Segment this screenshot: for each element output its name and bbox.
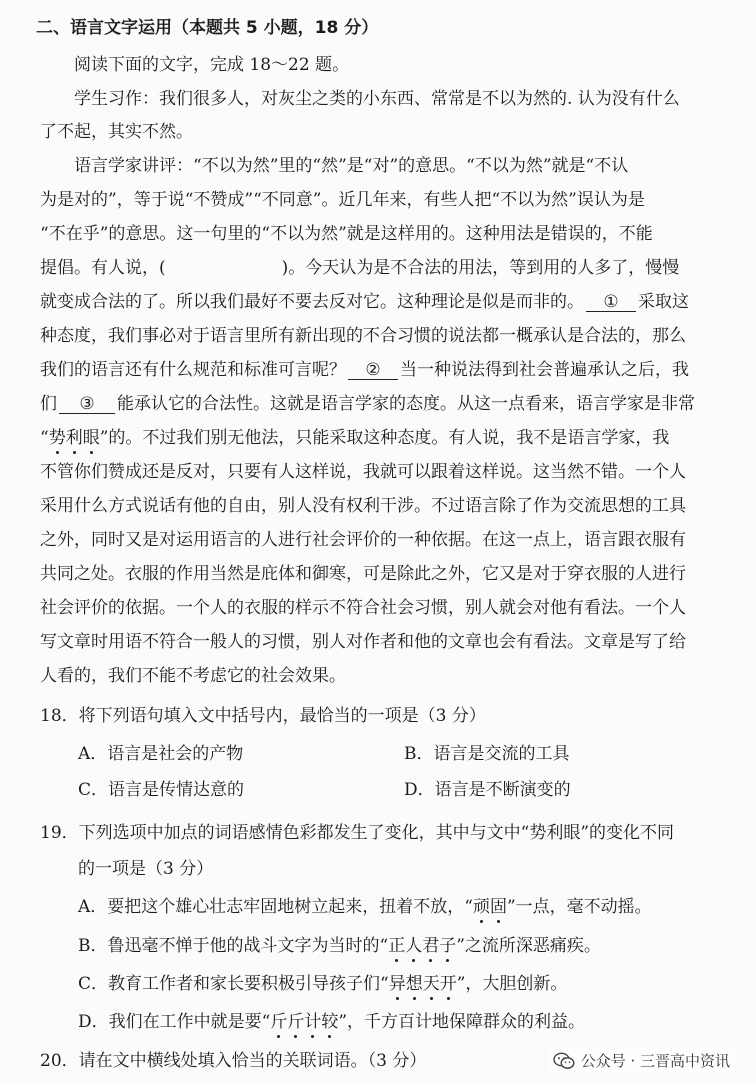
linguist-comment-line: 采用什么方式说话有他的自由，别人没有权利干涉。不过语言除了作为交流思想的工具 bbox=[40, 496, 686, 516]
linguist-comment-line: 之外，同时又是对运用语言的人进行社会评价的一种依据。在这一点上，语言跟衣服有 bbox=[40, 530, 686, 550]
watermark bbox=[549, 1048, 734, 1073]
dotted-word: 异想天开 bbox=[388, 974, 457, 994]
wechat-icon bbox=[553, 1052, 575, 1070]
q19-option-d: D．我们在工作中就是要“斤斤计较”，千方百计地保障群众的利益。 bbox=[78, 1012, 586, 1032]
question-19-stem: 的一项是（3 分） bbox=[78, 859, 214, 879]
q18-option-a: A．语言是社会的产物 bbox=[78, 744, 244, 764]
linguist-comment-line: 语言学家讲评：“不以为然”里的“然”是“对”的意思。“不以为然”就是“不认 bbox=[74, 156, 629, 176]
linguist-comment-line: 我们的语言还有什么规范和标准可言呢？ ② 当一种说法得到社会普遍承认之后，我 bbox=[40, 360, 689, 380]
watermark-text: 公众号 · 三晋高中资讯 bbox=[580, 1052, 730, 1070]
linguist-comment-line: 们 ③ 能承认它的合法性。这就是语言学家的态度。从这一点看来，语言学家是非常 bbox=[40, 394, 695, 414]
section-title: 二、语言文字运用 bbox=[36, 18, 172, 38]
linguist-comment-line: 写文章时用语不符合一般人的习惯，别人对作者和他的文章也会有看法。文章是写了给 bbox=[40, 632, 686, 652]
linguist-comment-line: 不管你们赞成还是反对，只要有人这样说，我就可以跟着这样说。这当然不错。一个人 bbox=[40, 462, 686, 482]
q19-option-a: A．要把这个雄心壮志牢固地树立起来，扭着不放，“顽固”一点，毫不动摇。 bbox=[78, 897, 652, 917]
linguist-comment-line: “不在乎”的意思。这一句里的“不以为然”就是这样用的。这种用法是错误的，不能 bbox=[40, 224, 653, 244]
dotted-word-shiliyan: 势利眼 bbox=[48, 428, 100, 448]
blank-2: ② bbox=[348, 361, 398, 380]
linguist-comment-line: 为是对的”，等于说“不赞成”“不同意”。近几年来，有些人把“不以为然”误认为是 bbox=[40, 190, 645, 210]
question-18-stem: 18．将下列语句填入文中括号内，最恰当的一项是（3 分） bbox=[40, 706, 486, 726]
question-19-stem: 19．下列选项中加点的词语感情色彩都发生了变化，其中与文中“势利眼”的变化不同 bbox=[40, 823, 675, 843]
question-20-stem: 20．请在文中横线处填入恰当的关联词语。（3 分） bbox=[40, 1051, 427, 1071]
q19-option-c: C．教育工作者和家长要积极引导孩子们“异想天开”，大胆创新。 bbox=[78, 974, 568, 994]
linguist-comment-line: 社会评价的依据。一个人的衣服的样示不符合社会习惯，别人就会对他有看法。一个人 bbox=[40, 598, 686, 618]
student-essay-line: 学生习作：我们很多人，对灰尘之类的小东西、常常是不以为然的. 认为没有什么 bbox=[74, 89, 680, 109]
linguist-comment-line: 共同之处。衣服的作用当然是庇体和御寒，可是除此之外，它又是对于穿衣服的人进行 bbox=[40, 564, 686, 584]
linguist-comment-line: “势利眼”的。不过我们别无他法，只能采取这种态度。有人说，我不是语言学家，我 bbox=[40, 428, 670, 448]
q18-option-c: C．语言是传情达意的 bbox=[78, 780, 245, 800]
linguist-comment-line: 人看的，我们不能不考虑它的社会效果。 bbox=[40, 666, 346, 686]
section-note: （本题共 5 小题，18 分） bbox=[172, 18, 379, 38]
linguist-comment-line: 就变成合法的了。所以我们最好不要去反对它。这种理论是似是而非的。 ① 采取这 bbox=[40, 292, 689, 312]
blank-3: ③ bbox=[59, 395, 115, 414]
linguist-comment-line: 种态度，我们事必对于语言里所有新出现的不合习惯的说法都一概承认是合法的，那么 bbox=[40, 326, 686, 346]
dotted-word: 正人君子 bbox=[388, 936, 457, 956]
reading-intro: 阅读下面的文字，完成 18～22 题。 bbox=[74, 55, 350, 75]
q18-option-d: D．语言是不断演变的 bbox=[404, 780, 571, 800]
blank-1: ① bbox=[586, 293, 636, 312]
student-essay-line: 了不起，其实不然。 bbox=[40, 122, 193, 142]
linguist-comment-line: 提倡。有人说，( )。今天认为是不合法的用法，等到用的人多了，慢慢 bbox=[40, 258, 680, 278]
dotted-word: 斤斤计较 bbox=[270, 1012, 339, 1032]
section-heading bbox=[36, 17, 378, 39]
q18-option-b: B．语言是交流的工具 bbox=[404, 744, 570, 764]
q19-option-b: B．鲁迅毫不惮于他的战斗文字为当时的“正人君子”之流所深恶痛疾。 bbox=[78, 936, 601, 956]
dotted-word: 顽固 bbox=[472, 897, 507, 917]
